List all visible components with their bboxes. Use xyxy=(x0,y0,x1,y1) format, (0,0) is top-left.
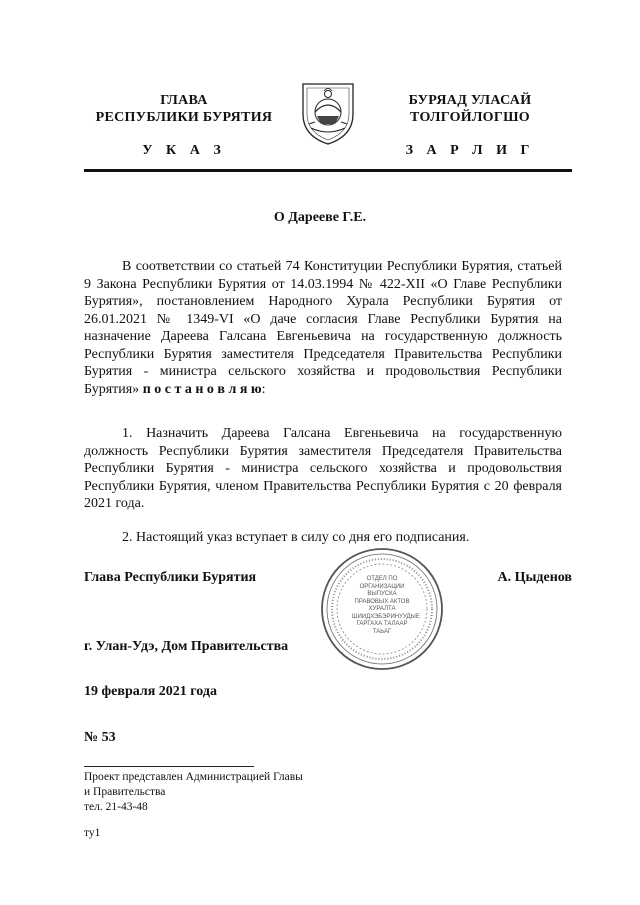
header-divider-dots xyxy=(84,175,572,177)
decree-label-bua: З А Р Л И Г xyxy=(405,143,535,158)
stamp-text: ОТДЕЛ ПО ОРГАНИЗАЦИИ ВЫПУСКА ПРАВОВЫХ АКТОВ ХУРАЛТА ШИИДХЭБЭРИНУУДЫЕ ГАРГАХА ТАЛААР ТАЬАГ xyxy=(352,576,420,635)
signature-position: Глава Республики Бурятия xyxy=(84,570,257,585)
signing-place: г. Улан-Удэ, Дом Правительства xyxy=(84,639,289,654)
header-left-line1: ГЛАВА xyxy=(160,93,208,108)
footnote-line2: и Правительства xyxy=(84,786,166,798)
decree-label-ru: У К А З xyxy=(142,143,226,158)
signature-name: А. Цыденов xyxy=(497,570,572,585)
footnote xyxy=(84,770,303,815)
footnote-line1: Проект представлен Администрацией Главы xyxy=(84,771,303,783)
header-right-line2: ТОЛГОЙЛОГШО xyxy=(410,110,530,125)
document-code: ту1 xyxy=(84,827,101,839)
document-title: О Дарееве Г.Е. xyxy=(273,210,367,225)
header-divider xyxy=(84,169,572,172)
signing-date: 19 февраля 2021 года xyxy=(84,684,217,699)
official-stamp xyxy=(319,546,445,672)
footnote-divider xyxy=(84,766,254,767)
header-left-line2: РЕСПУБЛИКИ БУРЯТИЯ xyxy=(95,110,273,125)
coat-of-arms-emblem xyxy=(297,78,359,148)
decree-item-1: 1. Назначить Дареева Галсана Евгеньевича на государственную должность Республики Бурятия заместителя Председателя Правительства Республики Бурятия - министра сельского хозяйства и продовольствия Республики Бурятия, членом Правительства Республики Бурятия с 20 февраля 2021 года. xyxy=(84,426,562,511)
header-right-line1: БУРЯАД УЛАСАЙ xyxy=(408,93,532,108)
decree-item-2: 2. Настоящий указ вступает в силу со дня его подписания. xyxy=(122,530,470,545)
footnote-phone: тел. 21-43-48 xyxy=(84,801,148,813)
decree-number: № 53 xyxy=(84,730,116,745)
header-right xyxy=(370,92,570,126)
header-left xyxy=(84,92,284,126)
decree-word: п о с т а н о в л я ю xyxy=(142,381,262,397)
decree-colon: : xyxy=(261,381,266,397)
preamble-text: В соответствии со статьей 74 Конституции Республики Бурятия, статьей 9 Закона Республики Бурятия от 14.03.1994 № 422-XII «О Главе Республики Бурятия», постановлением Народного Хурала Республики Бурятия от 26.01.2021 № 1349-VI «О даче согласия Главе Республики Бурятия на назначение Дареева Галсана Евгеньевича на государственную должность Республики Бурятия заместителя Председателя Правительства Республики Бурятия - министра сельского хозяйства и продовольствия Республики Бурятия» xyxy=(84,259,562,397)
preamble-paragraph xyxy=(84,258,562,398)
